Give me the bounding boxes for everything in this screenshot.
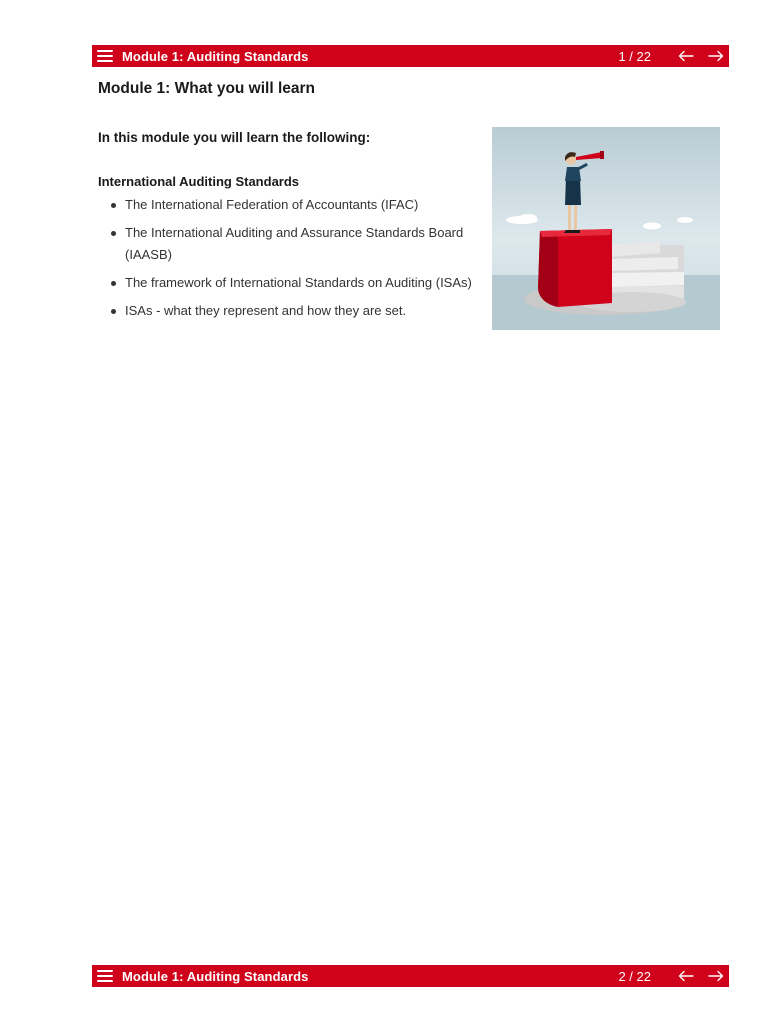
intro-text: In this module you will learn the following: — [98, 130, 371, 145]
learning-list — [108, 194, 478, 328]
section-title: International Auditing Standards — [98, 174, 300, 189]
list-item: The framework of International Standards on Auditing (ISAs) — [108, 272, 478, 294]
page-title: Module 1: What you will learn — [98, 80, 316, 97]
page-indicator: 1 / 22 — [618, 48, 651, 64]
footer-bar — [92, 965, 729, 987]
illustration-image — [492, 127, 720, 330]
pie-chart-illustration — [492, 127, 720, 330]
list-item: The International Auditing and Assurance Standards Board (IAASB) — [108, 222, 478, 266]
header-bar — [92, 45, 729, 67]
module-title: Module 1: Auditing Standards — [122, 968, 309, 984]
module-title: Module 1: Auditing Standards — [122, 48, 309, 64]
hamburger-menu-icon[interactable] — [97, 48, 113, 64]
arrow-right-icon[interactable] — [707, 968, 725, 984]
arrow-right-icon[interactable] — [707, 48, 725, 64]
arrow-left-icon[interactable] — [677, 48, 695, 64]
arrow-left-icon[interactable] — [677, 968, 695, 984]
list-item: The International Federation of Accountants (IFAC) — [108, 194, 478, 216]
list-item: ISAs - what they represent and how they are set. — [108, 300, 478, 322]
page-indicator: 2 / 22 — [618, 968, 651, 984]
hamburger-menu-icon[interactable] — [97, 968, 113, 984]
